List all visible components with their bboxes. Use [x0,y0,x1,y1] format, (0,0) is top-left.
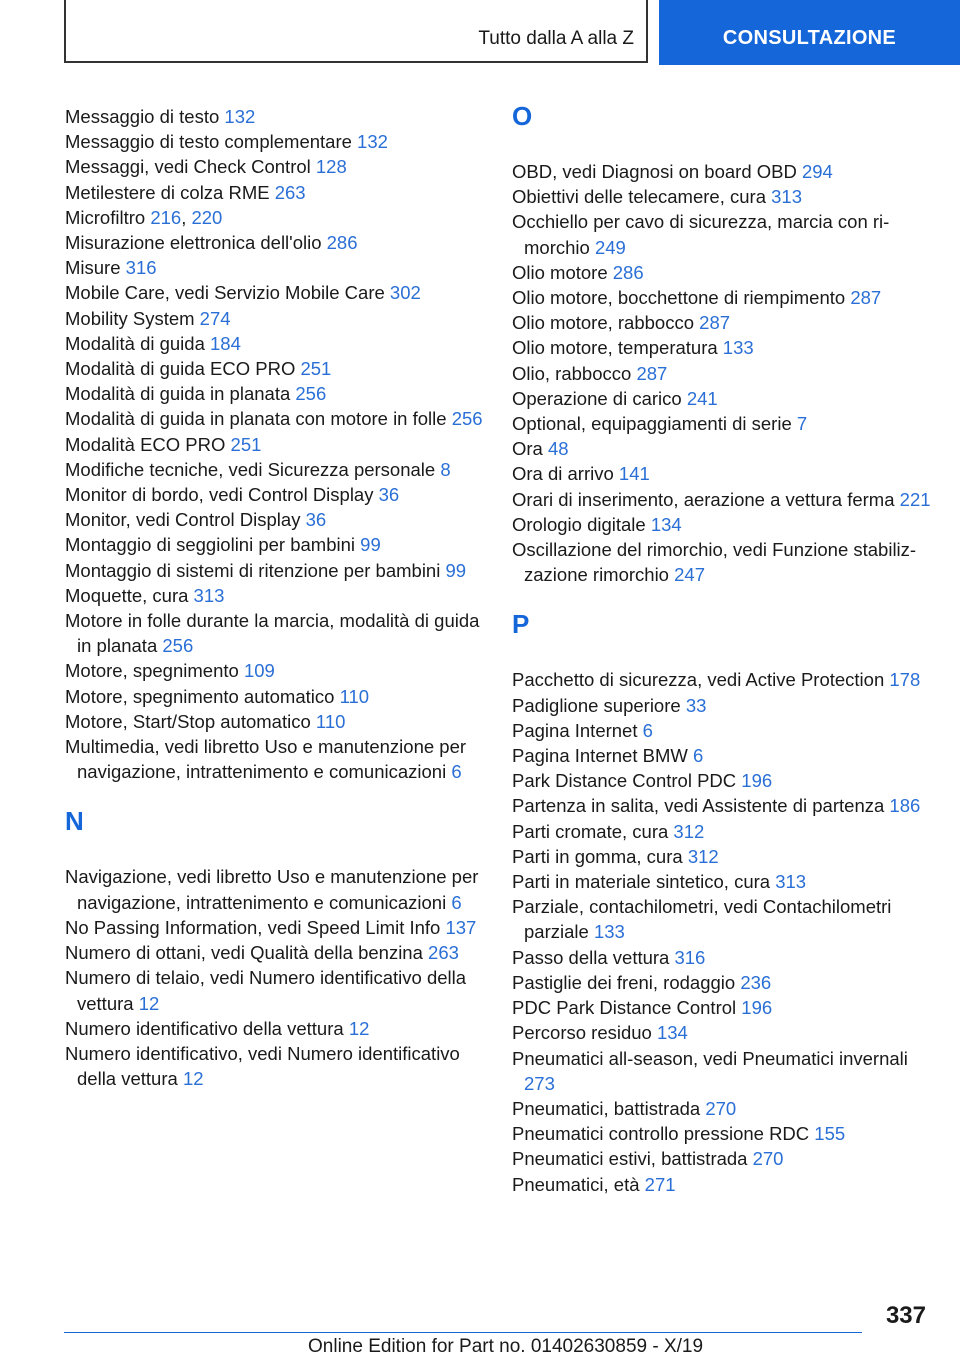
page-reference-link[interactable]: 249 [594,236,626,258]
index-entry [512,285,932,310]
index-entry [65,608,485,658]
page-reference-link[interactable]: 247 [674,564,705,586]
index-entry [512,995,932,1020]
page-reference-link[interactable]: 313 [193,584,225,606]
index-entry-text: Motore in folle durante la marcia, modalità di guida in planata [65,610,480,657]
page-reference-link[interactable]: 141 [618,463,650,485]
page-reference-link[interactable]: 294 [801,161,833,182]
index-entry-text: Parti in gomma, cura [512,845,688,867]
index-entry [512,411,932,436]
index-entry-text: Modalità di guida ECO PRO [65,358,301,380]
page-reference-link[interactable]: 8 [440,458,451,480]
page-reference-link[interactable]: 236 [740,971,772,993]
index-entry-text: Modalità di guida in planata [65,383,296,405]
index-entry-text: Mobile Care, vedi Servizio Mobile Care [65,282,390,304]
index-letter-heading: P [512,609,530,640]
index-entry-text: Montaggio di sistemi di ritenzione per bambini [65,559,446,581]
index-entry [512,436,932,461]
page-reference-link[interactable]: 256 [162,635,194,657]
index-letter-heading: O [512,101,533,131]
page-reference-link[interactable]: 312 [687,845,719,867]
page-reference-link[interactable]: 6 [451,761,462,783]
index-entry-text: Messaggi, vedi Check Control [65,156,316,178]
page-reference-link[interactable]: 6 [642,719,653,741]
index-entry-text: Moquette, cura [65,584,194,606]
index-entry [65,734,485,784]
index-entry [512,184,932,209]
index-entry-text: Parti cromate, cura [512,820,674,842]
index-entry-text: Misure [65,257,126,279]
index-entry-text: Messaggio di testo complementare [65,131,358,153]
index-entry [65,129,485,154]
index-entry-text: Orari di inserimento, aerazione a vettura ferma [512,488,900,510]
page-reference-link[interactable]: 133 [722,337,754,359]
index-entry-text: Padiglione superiore [512,694,686,716]
page-reference-link[interactable]: 302 [389,282,421,304]
chapter-tab-label: CONSULTAZIONE [722,27,897,49]
page-reference-link[interactable]: 36 [378,484,400,506]
index-entry [512,335,932,360]
index-entry-text: Partenza in salita, vedi Assistente di partenza [512,795,890,817]
index-entry [512,512,932,537]
page-reference-link[interactable]: 256 [451,408,483,430]
index-entry [65,457,485,482]
index-entry-text: Obiettivi delle telecamere, cura [512,186,772,208]
edition-footer: Online Edition for Part no. 01402630859 - X/19 [308,1336,704,1357]
index-entry [512,461,932,486]
page-reference-link[interactable]: 33 [685,694,707,716]
page-reference-link[interactable]: 137 [445,916,477,938]
page-reference-link[interactable]: 270 [752,1148,784,1170]
index-entry [512,310,932,335]
page-reference-link[interactable]: 128 [315,156,347,178]
page-reference-link[interactable]: 286 [612,261,644,283]
page-reference-link[interactable]: 251 [230,433,262,455]
page-reference-link[interactable]: 7 [796,413,808,435]
index-entry [512,768,932,793]
index-entry [65,154,485,179]
index-entry [65,432,485,457]
index-entry-text: Pneumatici, battistrada [512,1097,706,1119]
index-entry [65,331,485,356]
index-entry [512,819,932,844]
index-entry [65,230,485,255]
index-entry-text: Pacchetto di sicurezza, vedi Active Protection [512,669,890,691]
index-entry-text: Pagina Internet [512,719,643,741]
page-reference-link[interactable]: 263 [428,942,459,964]
index-entry [512,1121,932,1146]
index-entry [512,869,932,894]
page-reference-link[interactable]: 313 [771,186,802,208]
index-entry-text: Occhiello per cavo di sicurezza, marcia con rimorchio [512,211,890,258]
index-entry [512,970,932,995]
index-entry-text: Numero identificativo della vettura [65,1017,349,1039]
page-reference-link[interactable]: 12 [182,1068,204,1090]
index-entry-text: Parziale, contachilometri, vedi Contachilometri parziale [512,896,892,943]
index-entry [512,693,932,718]
index-entry-text: Monitor di bordo, vedi Control Display [65,484,379,506]
page-reference-link[interactable]: 196 [741,997,773,1019]
index-entry-text: Numero di telaio, vedi Numero identificativo della vettura [65,967,467,1014]
footer-divider [64,1332,862,1333]
index-entry [65,709,485,734]
index-entry [65,507,485,532]
index-entry [65,482,485,507]
header-frame [64,0,648,63]
index-entry [65,1041,485,1091]
index-entry [512,537,932,587]
index-entry [65,406,485,431]
index-entry [512,1096,932,1121]
index-entry [65,658,485,683]
page-reference-link[interactable]: 274 [199,307,231,329]
page-reference-link[interactable]: 216 [150,206,182,228]
page-reference-link[interactable]: 256 [295,383,327,405]
page-reference-link[interactable]: 133 [593,921,625,943]
index-entry-text: Park Distance Control PDC [512,770,742,792]
section-title: Tutto dalla A alla Z [478,28,634,49]
index-entry-text: Microfiltro [65,206,151,228]
page-reference-link[interactable]: 221 [899,488,931,510]
section-spacer [512,129,932,159]
page-reference-link[interactable]: 99 [360,534,381,556]
index-entry [65,180,485,205]
page-reference-link[interactable]: 286 [326,232,358,254]
index-entry-text: Modalità di guida in planata con motore in folle [65,408,452,430]
index-entry-text: Optional, equipaggiamenti di serie [512,413,797,435]
index-entry [65,306,485,331]
index-entry-text: Olio, rabbocco [512,362,637,384]
index-entry-text: Ora di arrivo [512,463,619,485]
page-reference-link[interactable]: 316 [674,946,706,968]
index-entry-text: Pneumatici controllo pressione RDC [512,1123,815,1145]
page-reference-link[interactable]: 110 [315,710,346,732]
index-entry [65,684,485,709]
index-entry [512,1172,932,1197]
page-reference-link[interactable]: 220 [191,206,223,228]
page-reference-link[interactable]: 132 [224,106,256,127]
index-entry-text: Montaggio di seggiolini per bambini [65,534,361,556]
page-reference-link[interactable]: 134 [656,1022,688,1044]
page-reference-link[interactable]: 312 [673,820,705,842]
index-entry [512,793,932,818]
index-entry-text: Pneumatici all-season, vedi Pneumatici invernali [512,1047,908,1069]
section-spacer [512,587,932,612]
index-entry [65,255,485,280]
section-spacer [512,637,932,667]
index-letter-heading: N [65,806,84,837]
page-reference-link[interactable]: 316 [125,257,157,279]
index-entry [65,1016,485,1041]
index-entry-text: Numero di ottani, vedi Qualità della benzina [65,942,429,964]
index-entry [65,104,485,129]
index-entry-text: Oscillazione del rimorchio, vedi Funzione stabilizzazione rimorchio [512,539,917,586]
index-entry [65,532,485,557]
index-entry-text: Motore, Start/Stop automatico [65,710,316,732]
page-reference-link[interactable]: 251 [300,358,332,380]
index-entry-text: Pastiglie dei freni, rodaggio [512,971,741,993]
index-entry [65,280,485,305]
index-entry [65,864,485,914]
section-spacer [65,834,485,864]
index-entry-text: Numero identificativo, vedi Numero identificativo della vettura [65,1042,460,1090]
index-entry-text: Modifiche tecniche, vedi Sicurezza personale [65,458,441,480]
index-entry-text: Olio motore, bocchettone di riempimento [512,287,851,309]
index-entry [65,583,485,608]
index-entry-text: Motore, spegnimento [65,660,244,682]
index-entry [65,965,485,1015]
page-reference-link[interactable]: 287 [699,312,731,334]
index-entry [65,356,485,381]
index-entry [512,1046,932,1096]
page-reference-link[interactable]: 313 [775,871,807,893]
index-entry-text: Pneumatici, età [512,1173,645,1195]
index-entry-text: Misurazione elettronica dell'olio [65,232,327,254]
page-reference-link[interactable]: 12 [348,1017,370,1039]
index-entry-text: OBD, vedi Diagnosi on board OBD [512,161,802,182]
page-reference-link[interactable]: 134 [650,513,682,535]
index-entry-text: PDC Park Distance Control [512,997,742,1019]
page-reference-link[interactable]: 184 [210,332,241,354]
index-entry [512,209,932,259]
page-reference-link[interactable]: 109 [243,660,275,682]
index-entry [65,381,485,406]
page-reference-link[interactable]: 6 [692,745,704,767]
page-reference-link[interactable]: 178 [889,669,921,691]
page-reference-link[interactable]: 12 [138,992,160,1014]
index-entry [512,894,932,944]
index-entry [512,945,932,970]
page-reference-link[interactable]: 186 [889,795,921,817]
index-entry [512,743,932,768]
index-entry-text: Ora [512,438,548,460]
index-entry [512,718,932,743]
page-reference-link[interactable]: 6 [451,891,462,913]
page-reference-link[interactable]: 99 [445,559,467,581]
index-entry-text: Operazione di carico [512,387,687,409]
index-entry [512,1146,932,1171]
section-spacer [65,784,485,809]
index-entry-text: Olio motore, temperatura [512,337,723,359]
index-entry-text: Motore, spegnimento automatico [65,685,340,707]
index-entry [512,386,932,411]
page-reference-link[interactable]: 110 [339,685,370,707]
chapter-tab [659,0,960,65]
index-entry [512,844,932,869]
index-entry [512,487,932,512]
index-entry-text: No Passing Information, vedi Speed Limit Info [65,916,446,938]
index-entry-text: Modalità ECO PRO [65,433,231,455]
page-reference-link[interactable]: 132 [357,131,388,153]
page-reference-link[interactable]: 196 [741,770,773,792]
index-column-right [512,101,932,1197]
index-entry-text: Navigazione, vedi libretto Uso e manutenzione per navigazione, intrattenimento e comunicazioni [65,866,479,913]
page-reference-link[interactable]: 36 [305,509,327,531]
index-entry-text: Metilestere di colza RME [65,181,275,203]
index-entry-text: Pagina Internet BMW [512,745,693,767]
index-entry: Microfiltro 216, 220 [65,206,223,228]
page-reference-link[interactable]: 273 [524,1072,555,1094]
index-entry-text: Pneumatici estivi, battistrada [512,1148,753,1170]
index-column-left [65,104,485,1091]
page-reference-link[interactable]: 263 [274,181,306,203]
index-entry [512,1020,932,1045]
page-reference-link[interactable]: 271 [644,1173,676,1195]
index-entry-text: Passo della vettura [512,946,675,968]
index-entry-text: Orologio digitale [512,513,651,535]
index-entry-text: Modalità di guida [65,332,211,354]
page-reference-link[interactable]: 287 [636,362,668,384]
page-reference-link[interactable]: 270 [705,1097,737,1119]
index-entry-text: Monitor, vedi Control Display [65,509,306,531]
index-entry [512,260,932,285]
index-entry [65,558,485,583]
index-entry-text: Multimedia, vedi libretto Uso e manutenzione per navigazione, intrattenimento e comunicazioni [65,736,467,783]
index-entry [512,361,932,386]
page-reference-link[interactable]: 48 [547,438,569,460]
index-entry-text: Parti in materiale sintetico, cura [512,871,776,893]
index-entry-text: Olio motore, rabbocco [512,312,700,334]
index-entry-text: Messaggio di testo [65,106,225,127]
index-entry [512,159,932,184]
page-reference-link[interactable]: 155 [814,1123,846,1145]
index-entry [65,940,485,965]
index-entry-text: Mobility System [65,307,200,329]
index-entry-text: Olio motore [512,261,613,283]
page-reference-link[interactable]: 287 [850,287,882,309]
page-reference-link[interactable]: 241 [686,387,718,409]
page-number: 337 [885,1302,926,1329]
index-entry [512,667,932,692]
index-entry [65,915,485,940]
index-entry-text: Percorso residuo [512,1022,657,1044]
